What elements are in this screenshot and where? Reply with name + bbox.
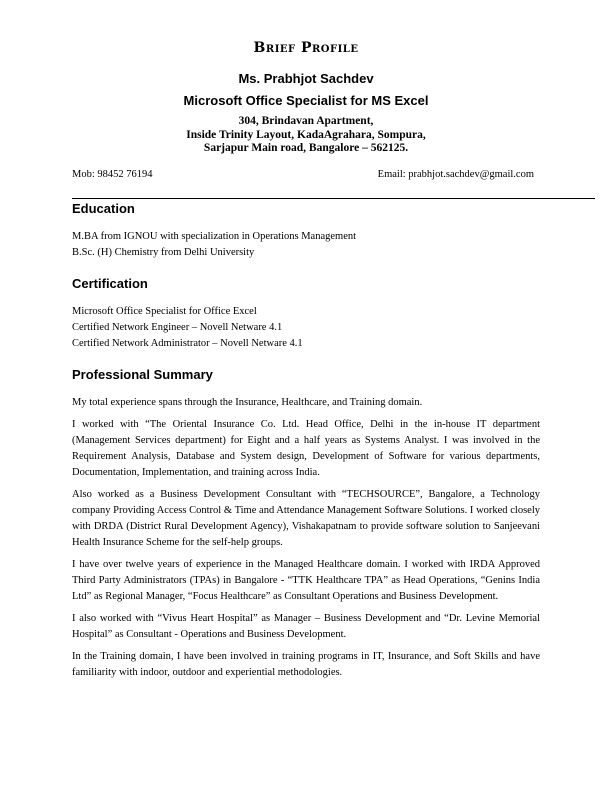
address-line: Sarjapur Main road, Bangalore – 562125. [203,142,409,154]
education-item: B.Sc. (H) Chemistry from Delhi University [72,247,255,258]
certification-item: Certified Network Administrator – Novell Netware 4.1 [72,338,303,349]
document-title: Brief Profile [253,40,359,56]
education-item: M.BA from IGNOU with specialization in Operations Management [72,231,357,242]
summary-paragraph: In the Training domain, I have been involved in training programs in IT, Insurance, and Soft Skills and have familiarity with indoor, outdoor and experiential methodologies. [72,651,540,678]
education-heading: Education [72,201,135,216]
certification-item: Certified Network Engineer – Novell Netware 4.1 [72,322,283,333]
summary-paragraph: Also worked as a Business Development Consultant with “TECHSOURCE”, Bangalore, a Technology company Providing Access Control & Time and Attendance Management Software Solutions. I worked closely with DRDA (District Rural Development Agency), Vishakapatnam to provide software solution to Sanjeevani Health Insurance Scheme for the self-help groups. [72,489,540,548]
summary-paragraph: I have over twelve years of experience in the Managed Healthcare domain. I worked with IRDA Approved Third Party Administrators (TPAs) in Bangalore - “TTK Healthcare TPA” as Head Operations, “Genins India Ltd” as Regional Manager, “Focus Healthcare” as Consultant Operations and Business Development. [72,559,540,602]
summary-paragraph: My total experience spans through the Insurance, Healthcare, and Training domain. [72,397,423,408]
certification-heading: Certification [72,276,148,291]
address-block [0,115,612,156]
address-line: Inside Trinity Layout, KadaAgrahara, Sompura, [186,128,426,141]
summary-body [72,395,540,687]
summary-paragraph: I worked with “The Oriental Insurance Co. Ltd. Head Office, Delhi in the in-house IT department (Management Services department) for Eight and a half years as Systems Analyst. I was involved in the Requirement Analysis, Database and System design, Development of Software for various departments, Documentation, Implementation, and training across India. [72,419,540,478]
mobile-number: Mob: 98452 76194 [72,169,153,180]
summary-heading: Professional Summary [72,367,213,382]
email-address: Email: prabhjot.sachdev@gmail.com [377,169,534,180]
candidate-subtitle: Microsoft Office Specialist for MS Excel [183,93,429,108]
summary-paragraph: I also worked with “Vivus Heart Hospital” as Manager – Business Development and “Dr. Levine Memorial Hospital” as Consultant - Operations and Business Development. [72,613,540,640]
certification-list [72,304,303,352]
horizontal-divider [72,198,595,199]
certification-item: Microsoft Office Specialist for Office Excel [72,306,257,317]
education-list [72,229,356,261]
address-line: 304, Brindavan Apartment, [238,115,374,127]
contact-row [72,169,534,180]
candidate-name: Ms. Prabhjot Sachdev [238,71,374,86]
